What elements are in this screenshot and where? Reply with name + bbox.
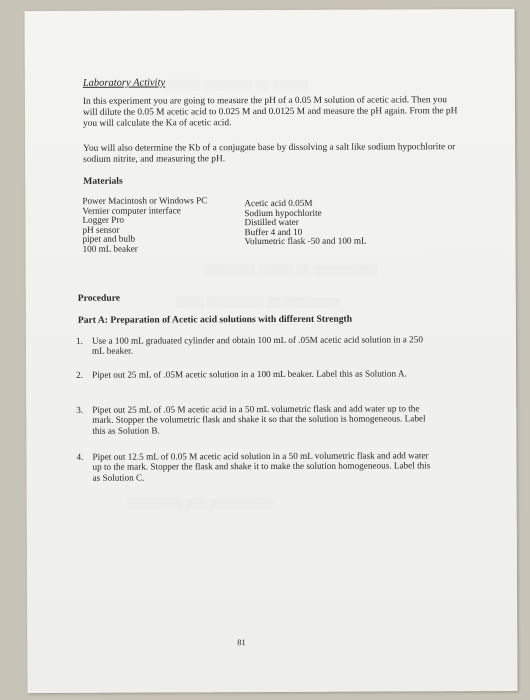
material-item: 100 mL beaker xyxy=(82,243,138,254)
step-text: Pipet out 12.5 mL of 0.05 M acetic acid solution in a 50 mL volumetric flask and add water up to the mark. Stopper the flask and shake it to make the solution homogeneous. Label this as Solution C. xyxy=(92,450,431,483)
material-item: Vernier computer interface xyxy=(82,204,181,216)
material-item: Acetic acid 0.05M xyxy=(244,197,313,209)
kb-paragraph xyxy=(83,142,458,166)
bleed-through-text: ▒▒▒▒▒▒▒ ▒▒▒▒▒ ▒▒ ▒▒▒▒▒▒▒▒▒ xyxy=(205,264,377,277)
part-a-title: Part A: Preparation of Acetic acid solutions with different Strength xyxy=(77,313,353,326)
activity-heading: Laboratory Activity xyxy=(82,77,166,89)
material-item: Logger Pro xyxy=(82,214,125,226)
document-page xyxy=(25,9,518,693)
procedure-title: Procedure xyxy=(77,292,121,304)
materials-title: Materials xyxy=(83,175,123,187)
procedure-step-1 xyxy=(76,334,436,356)
intro-paragraph xyxy=(83,95,458,130)
materials-list-right xyxy=(244,199,366,248)
bleed-through-text: ▒▒▒▒▒ ▒▒▒▒▒▒▒ ▒▒ ▒▒▒▒▒ xyxy=(164,79,308,92)
material-item: Buffer 4 and 10 xyxy=(244,226,303,237)
bleed-through-text: ▒▒▒▒ ▒▒▒▒▒▒▒▒ ▒▒ ▒▒▒▒▒▒▒▒ xyxy=(175,296,341,309)
step-text: Use a 100 mL graduated cylinder and obtain 100 mL of .05M acetic acid solution in a 250 mL beaker. xyxy=(91,334,423,357)
procedure-step-3 xyxy=(76,403,436,436)
step-number: 2. xyxy=(76,369,84,380)
material-item: Power Macintosh or Windows PC xyxy=(82,195,208,206)
intro-text: In this experiment you are going to measure the pH of a 0.05 M solution of acetic acid. Then you will dilute the 0.05 M acetic acid to 0.025 M and 0.0125 M and measure the pH again. From the pH you will calculate the Ka of acetic acid. xyxy=(82,95,458,129)
procedure-step-2 xyxy=(76,368,436,380)
page-number: 81 xyxy=(237,637,246,648)
kb-text: You will also determine the Kb of a conjugate base by dissolving a salt like sodium hypochlorite or sodium nitrite, and measuring the pH. xyxy=(83,142,456,165)
material-item: pH sensor xyxy=(82,224,120,235)
step-number: 1. xyxy=(75,335,83,346)
material-item: Distilled water xyxy=(244,217,299,228)
bleed-through-text: ▒▒▒▒▒▒▒▒ ▒▒▒ ▒▒▒▒▒▒▒▒▒ xyxy=(126,498,274,510)
material-item: pipet and bulb xyxy=(82,233,136,245)
step-number: 3. xyxy=(76,404,84,415)
materials-list-left xyxy=(82,196,207,254)
material-item: Sodium hypochlorite xyxy=(244,207,322,218)
step-number: 4. xyxy=(76,451,84,462)
step-text: Pipet out 25 mL of .05M acetic solution in a 100 mL beaker. Label this as Solution A. xyxy=(92,368,407,380)
step-text: Pipet out 25 mL of .05 M acetic acid in a 50 mL volumetric flask and add water up to the mark. Stopper the volumetric flask and shake it so that the solution is homogeneous. Label this as Solution B. xyxy=(92,403,426,436)
material-item: Volumetric flask -50 and 100 mL xyxy=(244,235,367,247)
procedure-step-4 xyxy=(76,450,436,483)
